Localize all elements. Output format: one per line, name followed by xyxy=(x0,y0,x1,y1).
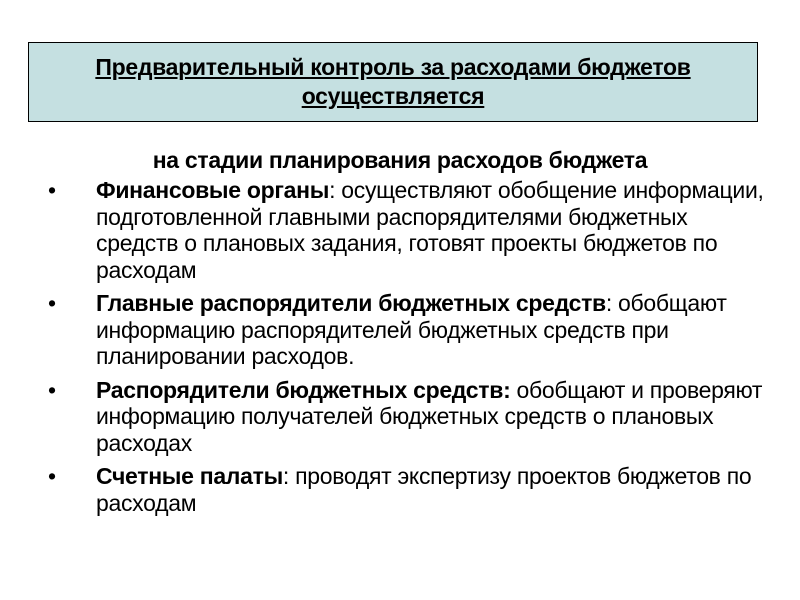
bullet-text: обобщают и проверяют информацию получателей бюджетных средств о плановых расходах xyxy=(96,376,763,456)
bullet-item-managers xyxy=(0,377,800,457)
title-box xyxy=(28,42,758,122)
bullet-item-chief-managers xyxy=(0,290,800,370)
bullet-separator: : xyxy=(329,177,336,203)
bullet-separator: : xyxy=(605,290,612,316)
bullet-term: Распорядители бюджетных средств: xyxy=(96,376,511,403)
bullet-separator: : xyxy=(282,463,290,489)
bullet-icon: • xyxy=(48,376,56,403)
bullet-term: Счетные палаты xyxy=(96,463,283,489)
bullet-term: Главные распорядители бюджетных средств xyxy=(96,290,606,316)
bullet-item-audit-chambers xyxy=(0,463,800,516)
bullet-text: проводят экспертизу проектов бюджетов по расходам xyxy=(96,463,752,516)
bullet-text: осуществляют обобщение информации, подготовленной главными распорядителями бюджетных средств о плановых задания, готовят проекты бюджетов по расходам xyxy=(96,177,764,283)
bullet-list xyxy=(0,177,800,523)
slide-title: Предварительный контроль за расходами бюджетов осуществляется xyxy=(95,54,691,109)
bullet-icon: • xyxy=(48,290,56,316)
slide-subtitle: на стадии планирования расходов бюджета xyxy=(152,147,648,173)
bullet-icon: • xyxy=(48,463,56,489)
bullet-term: Финансовые органы xyxy=(96,177,330,203)
bullet-text: обобщают информацию распорядителей бюджетных средств при планировании расходов. xyxy=(96,290,727,369)
bullet-item-financial-bodies xyxy=(0,177,800,283)
bullet-icon: • xyxy=(48,177,56,203)
